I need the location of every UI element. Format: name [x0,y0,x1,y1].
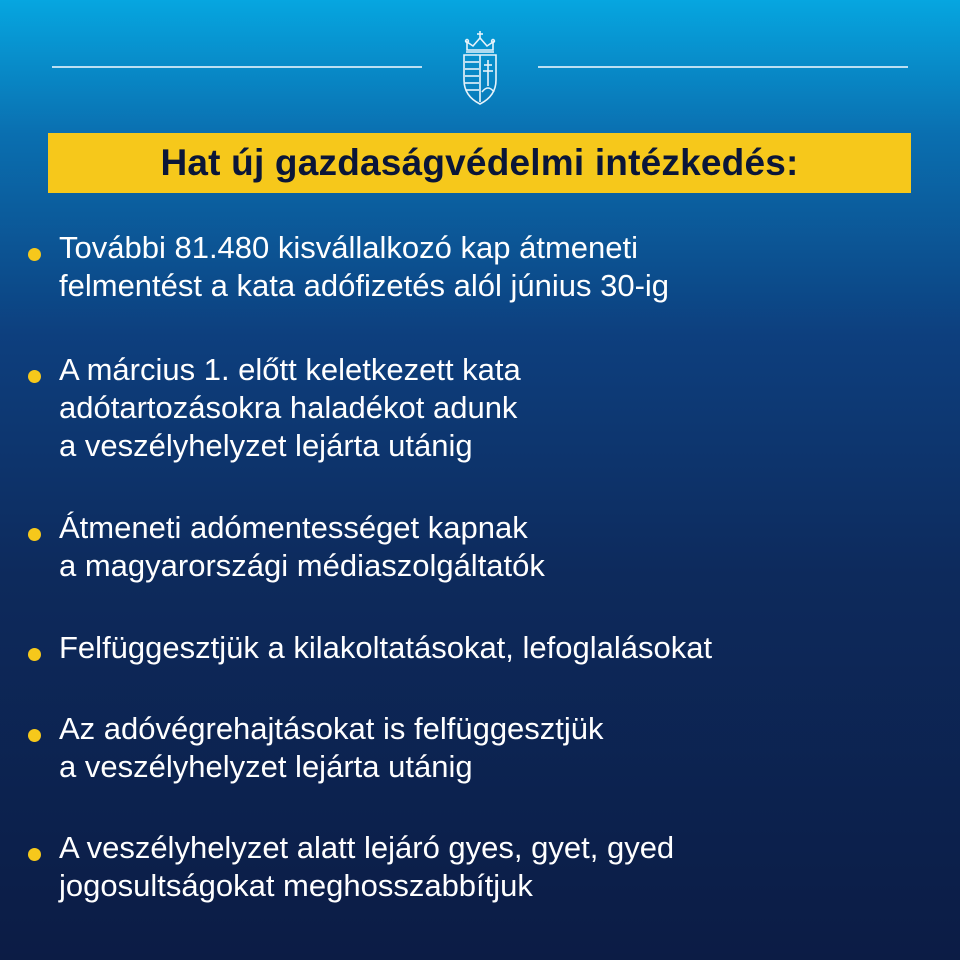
bullet-dot-icon [28,648,41,661]
list-item [28,829,674,905]
title-banner [48,133,911,193]
header-divider-right [538,66,908,68]
bullet-dot-icon [28,848,41,861]
list-item [28,629,712,667]
list-item-text: Átmeneti adómentességet kapnak a magyarországi médiaszolgáltatók [59,510,545,583]
list-item-text: Felfüggesztjük a kilakoltatásokat, lefoglalásokat [59,630,713,665]
list-item-text: A március 1. előtt keletkezett kata adótartozásokra haladékot adunk a veszélyhelyzet lejárta utánig [59,352,521,463]
hungarian-coat-of-arms-icon [458,28,502,108]
bullet-dot-icon [28,528,41,541]
header-divider-left [52,66,422,68]
list-item [28,509,545,585]
list-item [28,351,521,465]
bullet-dot-icon [28,248,41,261]
list-item [28,710,604,786]
bullet-dot-icon [28,729,41,742]
list-item [28,229,669,305]
bullet-dot-icon [28,370,41,383]
list-item-text: További 81.480 kisvállalkozó kap átmeneti felmentést a kata adófizetés alól június 30-ig [59,230,670,303]
list-item-text: Az adóvégrehajtásokat is felfüggesztjük a veszélyhelyzet lejárta utánig [59,711,604,784]
page-title: Hat új gazdaságvédelmi intézkedés: [160,142,799,183]
list-item-text: A veszélyhelyzet alatt lejáró gyes, gyet, gyed jogosultságokat meghosszabbítjuk [59,830,675,903]
